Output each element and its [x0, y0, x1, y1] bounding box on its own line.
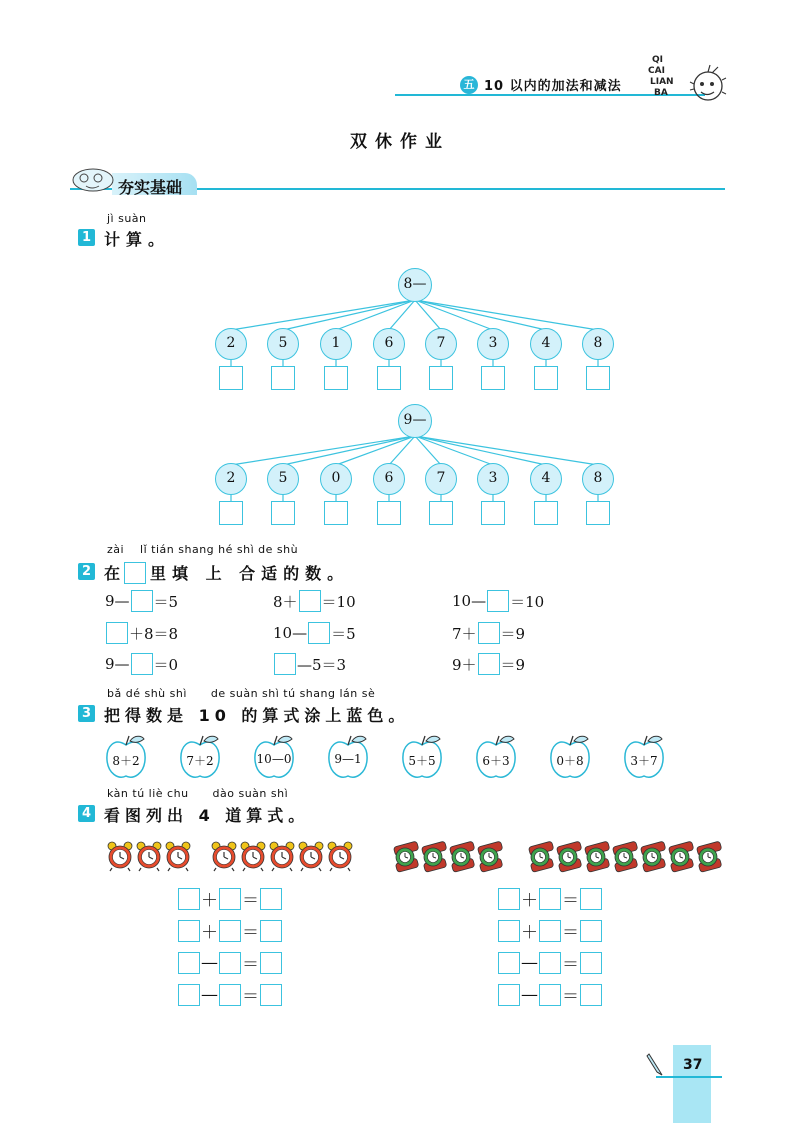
fill-box[interactable] — [260, 984, 282, 1006]
blank-equation — [177, 982, 283, 1007]
blank-equation — [497, 918, 603, 943]
answer-box[interactable] — [586, 366, 610, 390]
chapter-badge: 五 — [460, 76, 478, 94]
answer-box[interactable] — [324, 501, 348, 525]
fill-box[interactable] — [260, 888, 282, 910]
fill-box[interactable] — [299, 590, 321, 612]
apple-item[interactable] — [104, 733, 148, 781]
watch-icon — [420, 838, 448, 874]
operator: — — [201, 952, 218, 973]
q1-number: 1 — [78, 229, 95, 246]
tree-branch — [231, 436, 415, 465]
answer-box[interactable] — [534, 501, 558, 525]
answer-box[interactable] — [429, 501, 453, 525]
eq-left: 10— — [273, 624, 308, 642]
q2-pinyin: zài lǐ tián shang hé shì de shù — [107, 543, 299, 556]
equation — [452, 590, 544, 612]
fill-box[interactable] — [539, 952, 561, 974]
fill-box[interactable] — [106, 622, 128, 644]
eq-right: ＝0 — [153, 655, 179, 674]
eq-right: —5＝3 — [297, 655, 347, 674]
tree-node: 6 — [373, 328, 405, 360]
answer-box[interactable] — [219, 501, 243, 525]
tree-node: 4 — [530, 328, 562, 360]
eq-left: 8＋ — [273, 592, 298, 611]
apple-expression: 10—0 — [256, 752, 292, 766]
equation — [273, 590, 356, 612]
operator: ＋ — [201, 923, 218, 943]
tree-branch — [415, 300, 598, 330]
tree-node: 0 — [320, 463, 352, 495]
fill-box[interactable] — [478, 622, 500, 644]
apple-expression: 7＋2 — [186, 754, 214, 768]
tree-node: 3 — [477, 328, 509, 360]
fill-box[interactable] — [478, 653, 500, 675]
blank-equation — [177, 886, 283, 911]
deco-word: QI — [652, 55, 663, 65]
deco-word: CAI — [648, 66, 665, 76]
tree-branch — [415, 436, 598, 465]
q4-pinyin: kàn tú liè chu dào suàn shì — [107, 787, 289, 800]
fill-box[interactable] — [308, 622, 330, 644]
fill-box[interactable] — [580, 920, 602, 942]
watch-icon — [611, 838, 639, 874]
equation — [105, 590, 178, 612]
section-label: 夯实基础 — [118, 178, 183, 197]
tree-node: 4 — [530, 463, 562, 495]
fill-box[interactable] — [580, 984, 602, 1006]
fill-box[interactable] — [178, 888, 200, 910]
apple-item[interactable] — [548, 733, 592, 781]
fill-box[interactable] — [260, 920, 282, 942]
operator: ＋ — [521, 891, 538, 911]
tree-node: 5 — [267, 328, 299, 360]
fill-box[interactable] — [580, 888, 602, 910]
tree-node: 7 — [425, 463, 457, 495]
alarm-clock-icon — [326, 840, 354, 872]
q4-text: 看图列出 4 道算式。 — [104, 806, 310, 825]
q1-text: 计算。 — [104, 230, 171, 249]
watch-icon — [448, 838, 476, 874]
fill-box[interactable] — [260, 952, 282, 974]
equation — [273, 653, 346, 675]
operator: ＋ — [521, 923, 538, 943]
watch-icon — [392, 838, 420, 874]
fill-box[interactable] — [539, 888, 561, 910]
fill-box[interactable] — [219, 888, 241, 910]
answer-box[interactable] — [377, 366, 401, 390]
blank-equation — [497, 886, 603, 911]
eq-right: ＝9 — [500, 655, 526, 674]
fill-box[interactable] — [498, 920, 520, 942]
eq-right: ＋8＝8 — [129, 624, 179, 643]
operator: ＝ — [562, 987, 579, 1007]
operator: — — [521, 952, 538, 973]
eq-left: 9— — [105, 592, 130, 610]
answer-box[interactable] — [271, 366, 295, 390]
alarm-clock-icon — [297, 840, 325, 872]
operator: ＝ — [242, 891, 259, 911]
fill-box[interactable] — [487, 590, 509, 612]
eq-right: ＝9 — [500, 624, 526, 643]
q2-text-part: 里填 上 合适的数。 — [150, 564, 350, 583]
eq-left: 9— — [105, 655, 130, 673]
deco-word: LIAN — [650, 77, 674, 87]
alarm-clock-icon — [268, 840, 296, 872]
q2-text — [104, 561, 349, 584]
apple-expression: 0＋8 — [556, 754, 584, 768]
operator: ＝ — [562, 923, 579, 943]
eq-right: ＝5 — [331, 624, 356, 643]
fill-box[interactable] — [539, 984, 561, 1006]
answer-box[interactable] — [219, 366, 243, 390]
fill-box[interactable] — [219, 952, 241, 974]
q2-number: 2 — [78, 563, 95, 580]
apple-item[interactable] — [622, 733, 666, 781]
answer-box[interactable] — [324, 366, 348, 390]
apple-expression: 3＋7 — [630, 754, 658, 768]
answer-box[interactable] — [586, 501, 610, 525]
apple-item[interactable] — [326, 733, 370, 781]
equation — [452, 622, 525, 644]
watch-icon — [476, 838, 504, 874]
blank-equation — [177, 950, 283, 975]
operator: ＝ — [242, 955, 259, 975]
blank-equation — [497, 950, 603, 975]
fill-box[interactable] — [539, 920, 561, 942]
operator: ＝ — [562, 891, 579, 911]
answer-box[interactable] — [271, 501, 295, 525]
apple-item[interactable] — [474, 733, 518, 781]
alarm-clock-icon — [239, 840, 267, 872]
fill-box[interactable] — [498, 952, 520, 974]
tree-node: 5 — [267, 463, 299, 495]
equation — [105, 653, 178, 675]
operator: — — [201, 984, 218, 1005]
tree-node: 2 — [215, 328, 247, 360]
q3-text: 把得数是 10 的算式涂上蓝色。 — [104, 706, 410, 725]
watch-icon — [527, 838, 555, 874]
blank-equation — [177, 918, 283, 943]
operator: ＋ — [201, 891, 218, 911]
answer-box[interactable] — [481, 501, 505, 525]
q3-pinyin: bǎ dé shù shì de suàn shì tú shang lán sè — [107, 687, 376, 700]
fill-box[interactable] — [131, 653, 153, 675]
watch-icon — [555, 838, 583, 874]
fill-box[interactable] — [498, 984, 520, 1006]
tree-node: 8 — [582, 328, 614, 360]
eq-right: ＝10 — [510, 592, 545, 611]
chapter-title: 10 以内的加法和减法 — [484, 79, 622, 94]
q1-pinyin: jì suàn — [107, 212, 147, 225]
eq-left: 7＋ — [452, 624, 477, 643]
alarm-clock-icon — [106, 840, 134, 872]
q3-number: 3 — [78, 705, 95, 722]
apple-expression: 6＋3 — [482, 754, 510, 768]
eq-right: ＝5 — [153, 592, 179, 611]
tree-branch — [231, 300, 415, 330]
answer-box[interactable] — [377, 501, 401, 525]
equation — [273, 622, 356, 644]
q4-number: 4 — [78, 805, 95, 822]
fill-box[interactable] — [178, 952, 200, 974]
q2-text-box — [124, 562, 146, 584]
fill-box[interactable] — [219, 984, 241, 1006]
fill-box[interactable] — [580, 952, 602, 974]
alarm-clock-icon — [210, 840, 238, 872]
apple-expression: 9—1 — [334, 752, 362, 766]
tree-node: 6 — [373, 463, 405, 495]
apple-item[interactable] — [252, 733, 296, 781]
fill-box[interactable] — [498, 888, 520, 910]
answer-box[interactable] — [429, 366, 453, 390]
page-title: 双休作业 — [350, 132, 450, 152]
operator: ＝ — [562, 955, 579, 975]
answer-box[interactable] — [534, 366, 558, 390]
pencil-icon — [645, 1050, 667, 1078]
fill-box[interactable] — [131, 590, 153, 612]
apple-item[interactable] — [400, 733, 444, 781]
equation — [452, 653, 525, 675]
q2-text-part: 在 — [104, 564, 127, 583]
alarm-clock-icon — [135, 840, 163, 872]
tree-node: 7 — [425, 328, 457, 360]
fill-box[interactable] — [178, 984, 200, 1006]
watch-icon — [667, 838, 695, 874]
apple-item[interactable] — [178, 733, 222, 781]
deco-word: BA — [654, 88, 668, 98]
tree-node: 2 — [215, 463, 247, 495]
watch-icon — [639, 838, 667, 874]
apple-expression: 8＋2 — [112, 754, 140, 768]
eq-left: 10— — [452, 592, 487, 610]
tree1-root: 8— — [398, 268, 432, 302]
tree-node: 3 — [477, 463, 509, 495]
tree-node: 1 — [320, 328, 352, 360]
fill-box[interactable] — [219, 920, 241, 942]
apple-expression: 5＋5 — [408, 754, 436, 768]
blank-equation — [497, 982, 603, 1007]
operator: ＝ — [242, 987, 259, 1007]
eq-right: ＝10 — [321, 592, 356, 611]
watch-icon — [583, 838, 611, 874]
operator: — — [521, 984, 538, 1005]
page-number: 37 — [683, 1057, 703, 1073]
fill-box[interactable] — [178, 920, 200, 942]
alarm-clock-icon — [164, 840, 192, 872]
answer-box[interactable] — [481, 366, 505, 390]
fill-box[interactable] — [274, 653, 296, 675]
tree2-root: 9— — [398, 404, 432, 438]
eq-left: 9＋ — [452, 655, 477, 674]
operator: ＝ — [242, 923, 259, 943]
equation — [105, 622, 178, 644]
tree-node: 8 — [582, 463, 614, 495]
watch-icon — [695, 838, 723, 874]
